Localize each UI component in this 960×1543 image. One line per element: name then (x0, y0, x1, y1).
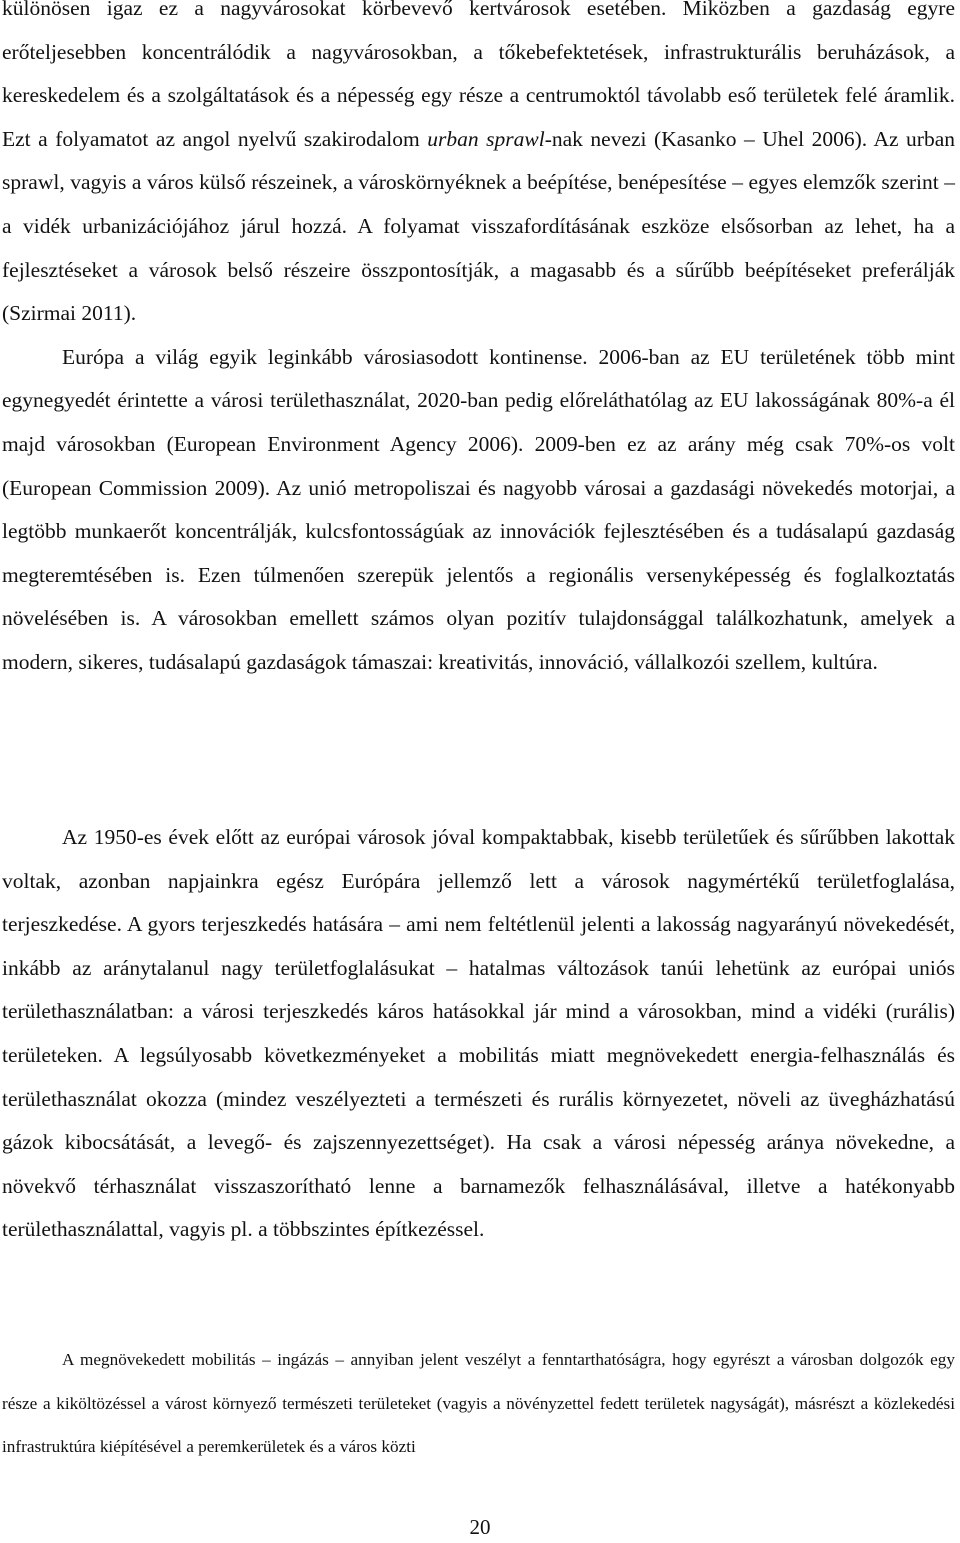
italic-term: urban sprawl (427, 126, 545, 151)
paragraph-compact-cities: Az 1950-es évek előtt az európai városok jóval kompaktabbak, kisebb területűek és sűrűbben lakottak voltak, azonban napjainkra egész Európára jellemző lett a városok nagymértékű területfoglalása, terjeszkedése. A gyors terjeszkedés hatására – ami nem feltétlenül jelenti a lakosság nagyarányú növekedését, inkább az aránytalanul nagy területfoglalásukat – hatalmas változások tanúi lehetünk az európai uniós területhasználatban: a városi terjeszkedés káros hatásokkal jár mind a városokban, mind a vidéki (rurális) területeken. A legsúlyosabb következményeket a mobilitás miatt megnövekedett energia-felhasználás és területhasználat okozza (mindez veszélyezteti a természeti és rurális környezetet, növeli az üvegházhatású gázok kibocsátását, a levegő- és zajszennyezettséget). Ha csak a városi népesség aránya növekedne, a növekvő térhasználat visszaszorítható lenne a barnamezők felhasználásával, illetve a hatékonyabb területhasználattal, vagyis pl. a többszintes építkezéssel. (2, 825, 955, 1242)
paragraph-text: -nak nevezi (Kasanko – Uhel 2006). Az urban sprawl, vagyis a város külső részeinek, a városkörnyéknek a beépítése, benépesítése – egyes elemzők szerint – a vidék urbanizációjához járul hozzá. A folyamat visszafordításának eszköze elsősorban az lehet, ha a fejlesztéseket a városok belső részeire összpontosítják, a magasabb és a sűrűbb beépítéseket preferálják (Szirmai 2011). (2, 126, 955, 326)
paragraph-europe-urbanization: Európa a világ egyik leginkább városiasodott kontinense. 2006-ban az EU területének több mint egynegyedét érintette a városi területhasználat, 2020-ban pedig előreláthatólag az EU lakosságának 80%-a él majd városokban (European Environment Agency 2006). 2009-ben ez az arány még csak 70%-os volt (European Commission 2009). Az unió metropoliszai és nagyobb városai a gazdasági növekedés motorjai, a legtöbb munkaerőt koncentrálják, kulcsfontosságúak az innovációk fejlesztésében és a tudásalapú gazdaság megteremtésében is. Ezen túlmenően szerepük jelentős a regionális versenyképesség és foglalkoztatás növelésében is. A városokban emellett számos olyan pozitív tulajdonsággal találkozhatunk, amelyek a modern, sikeres, tudásalapú gazdaságok támaszai: kreativitás, innováció, vállalkozói szellem, kultúra. (2, 344, 955, 674)
paragraph-text: különösen igaz ez a nagyvárosokat körbevevő kertvárosok esetében. Miközben a gazdaság egyre erőteljesebben koncentrálódik a nagyvárosokban, a tőkebefektetések, infrastrukturális beruházások, a kereskedelem és a szolgáltatások és a népesség egy része a centrumoktól távolabb eső területek felé áramlik. Ezt a folyamatot az angol nyelvű szakirodalom (2, 0, 955, 151)
small-text-block (2, 1338, 955, 1469)
body-text-block (2, 816, 955, 1252)
page-number: 20 (469, 1515, 491, 1539)
paragraph-mobility: A megnövekedett mobilitás – ingázás – annyiban jelent veszélyt a fenntarthatóságra, hogy egyrészt a városban dolgozók egy része a kiköltözéssel a várost környező természeti területeket (vagyis a növényzettel fedett területek nagyságát), másrészt a közlekedési infrastruktúra kiépítésével a peremkerületek és a város közti (2, 1350, 955, 1456)
paragraph-urban-sprawl (2, 0, 955, 336)
body-text-block (2, 0, 955, 685)
